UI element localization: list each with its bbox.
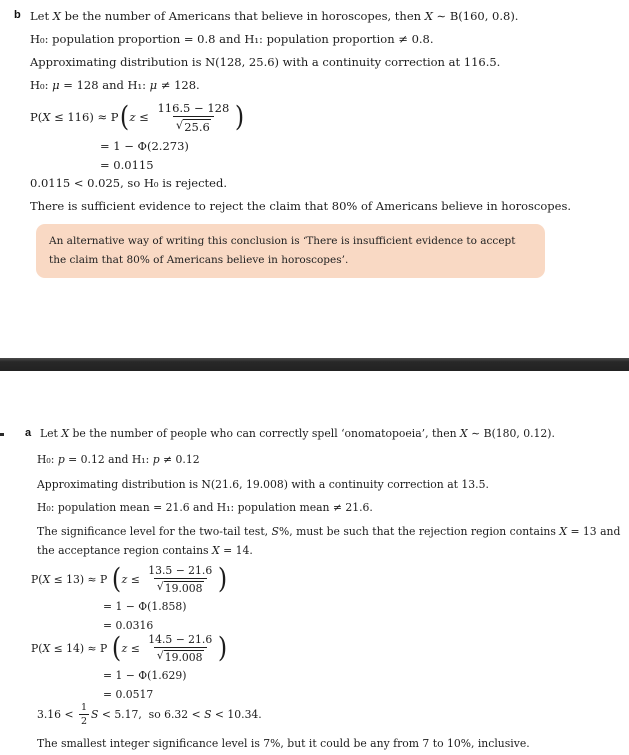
big-paren-open: ( — [111, 562, 121, 595]
alternative-conclusion-note-box — [36, 224, 545, 278]
variable-mu: μ — [149, 78, 158, 92]
part-a-significance-paragraph — [37, 522, 626, 560]
text-segment: < 10.34. — [211, 707, 262, 721]
part-b-intro-line — [30, 9, 518, 23]
part-a-hypotheses-p — [37, 453, 200, 467]
big-paren-open: ( — [111, 631, 121, 664]
one-half-fraction — [79, 702, 89, 727]
variable-x: X — [52, 9, 61, 23]
big-paren-close: ) — [218, 562, 228, 595]
text-segment: < 5.17, so 6.32 < — [98, 707, 205, 721]
variable-x: X — [212, 544, 220, 557]
part-b-hypotheses-mu — [30, 78, 200, 92]
sqrt-radicand: 25.6 — [184, 119, 210, 134]
part-a-eq2-step3: = 0.0517 — [103, 688, 154, 701]
part-a-intro-line — [40, 427, 555, 441]
cropped-question-number-mark — [0, 433, 4, 436]
fraction-numerator: 14.5 − 21.6 — [148, 632, 213, 646]
text-segment: H₀: — [30, 78, 53, 92]
part-b-conclusion: There is sufficient evidence to reject the claim that 80% of Americans believe in horoscopes. — [30, 199, 572, 213]
text-segment: P( — [31, 572, 43, 586]
note-box-text: An alternative way of writing this conclusion is ‘There is insufficient evidence to accept the claim that 80% of Americans believe in horoscopes’. — [49, 235, 516, 266]
variable-s: S — [204, 707, 212, 721]
text-segment: ≠ 0.12 — [159, 453, 200, 466]
text-segment: ∼ B(180, 0.12). — [467, 427, 555, 440]
text-segment: ≤ — [127, 641, 144, 655]
text-segment: ≤ — [135, 110, 153, 124]
text-segment: ≤ — [127, 572, 144, 586]
big-paren-close: ) — [235, 100, 245, 133]
fraction-numerator: 1 — [80, 701, 87, 713]
variable-x: X — [424, 9, 433, 23]
variable-mu: μ — [52, 78, 60, 92]
variable-x: X — [559, 525, 568, 538]
text-segment: 3.16 < — [37, 707, 77, 721]
variable-p: p — [152, 453, 160, 466]
variable-z: z — [121, 641, 128, 655]
sqrt-radicand: 19.008 — [164, 581, 203, 595]
text-segment: ≤ 13) ≈ P — [50, 572, 111, 586]
text-segment: Let — [40, 427, 62, 440]
sqrt-icon: √ — [175, 117, 184, 132]
fraction — [145, 633, 215, 664]
part-a-probability-equation-14 — [31, 628, 228, 668]
text-segment: = 13 and the acceptance region contains — [37, 525, 621, 557]
fraction-numerator: 13.5 − 21.6 — [148, 563, 213, 577]
text-segment: ≤ 14) ≈ P — [50, 641, 111, 655]
part-b-decision: 0.0115 < 0.025, so H₀ is rejected. — [30, 176, 227, 190]
fraction-denominator — [154, 578, 207, 595]
big-paren-open: ( — [119, 100, 129, 133]
page-divider-band — [0, 358, 629, 371]
text-segment: H₀: — [37, 453, 58, 466]
sqrt-icon: √ — [156, 579, 164, 593]
text-segment: be the number of Americans that believe in horoscopes, then — [60, 9, 425, 23]
fraction-numerator: 116.5 − 128 — [157, 100, 230, 115]
text-segment: ∼ B(160, 0.8). — [432, 9, 519, 23]
text-segment: P( — [31, 641, 43, 655]
variable-x: X — [460, 427, 468, 440]
variable-p: p — [57, 453, 65, 466]
text-segment: be the number of people who can correctly spell ‘onomatopoeia’, then — [69, 427, 461, 440]
part-b-approximating-distribution: Approximating distribution is N(128, 25.6) with a continuity correction at 116.5. — [30, 55, 501, 69]
fraction — [145, 564, 215, 595]
fraction-denominator — [154, 647, 207, 664]
variable-x: X — [42, 641, 51, 655]
text-segment: = 14. — [219, 544, 253, 557]
text-segment: ≤ 116) ≈ P — [50, 110, 119, 124]
part-b-hypotheses-proportion: H₀: population proportion = 0.8 and H₁: population proportion ≠ 0.8. — [30, 32, 434, 46]
part-a-eq1-step3: = 0.0316 — [103, 619, 154, 632]
part-a-significance-range — [37, 700, 262, 728]
part-b-eq-step3: = 0.0115 — [100, 158, 154, 172]
variable-x: X — [61, 427, 70, 440]
text-segment: ≠ 128. — [157, 78, 200, 92]
variable-z: z — [129, 110, 136, 124]
text-segment: Let — [30, 9, 53, 23]
fraction-denominator: 2 — [80, 715, 87, 727]
part-a-label: a — [25, 427, 32, 439]
text-segment: P( — [30, 110, 43, 124]
sqrt-radicand: 19.008 — [164, 650, 203, 664]
part-a-hypotheses-mean: H₀: population mean = 21.6 and H₁: population mean ≠ 21.6. — [37, 501, 373, 514]
part-b-eq-step2: = 1 − Φ(2.273) — [100, 139, 189, 153]
part-b-probability-equation — [30, 97, 245, 137]
part-a-probability-equation-13 — [31, 559, 228, 599]
part-a-final-conclusion: The smallest integer significance level is 7%, but it could be any from 7 to 10%, inclusive. — [37, 737, 530, 750]
part-a-eq1-step2: = 1 − Φ(1.858) — [103, 600, 187, 613]
text-segment: %, must be such that the rejection region contains — [278, 525, 560, 538]
part-a-eq2-step2: = 1 − Φ(1.629) — [103, 669, 187, 682]
sqrt-icon: √ — [156, 648, 164, 662]
text-segment: = 0.12 and H₁: — [64, 453, 153, 466]
fraction — [154, 101, 232, 134]
variable-z: z — [121, 572, 128, 586]
variable-x: X — [42, 572, 51, 586]
fraction-denominator — [173, 116, 214, 134]
part-b-label: b — [14, 9, 21, 21]
part-a-approximating-distribution: Approximating distribution is N(21.6, 19.008) with a continuity correction at 13.5. — [37, 478, 489, 491]
text-segment: The significance level for the two-tail test, — [37, 525, 272, 538]
variable-s: S — [91, 707, 99, 721]
variable-s: S — [271, 525, 279, 538]
text-segment: = 128 and H₁: — [59, 78, 150, 92]
big-paren-close: ) — [218, 631, 228, 664]
variable-x: X — [42, 110, 51, 124]
